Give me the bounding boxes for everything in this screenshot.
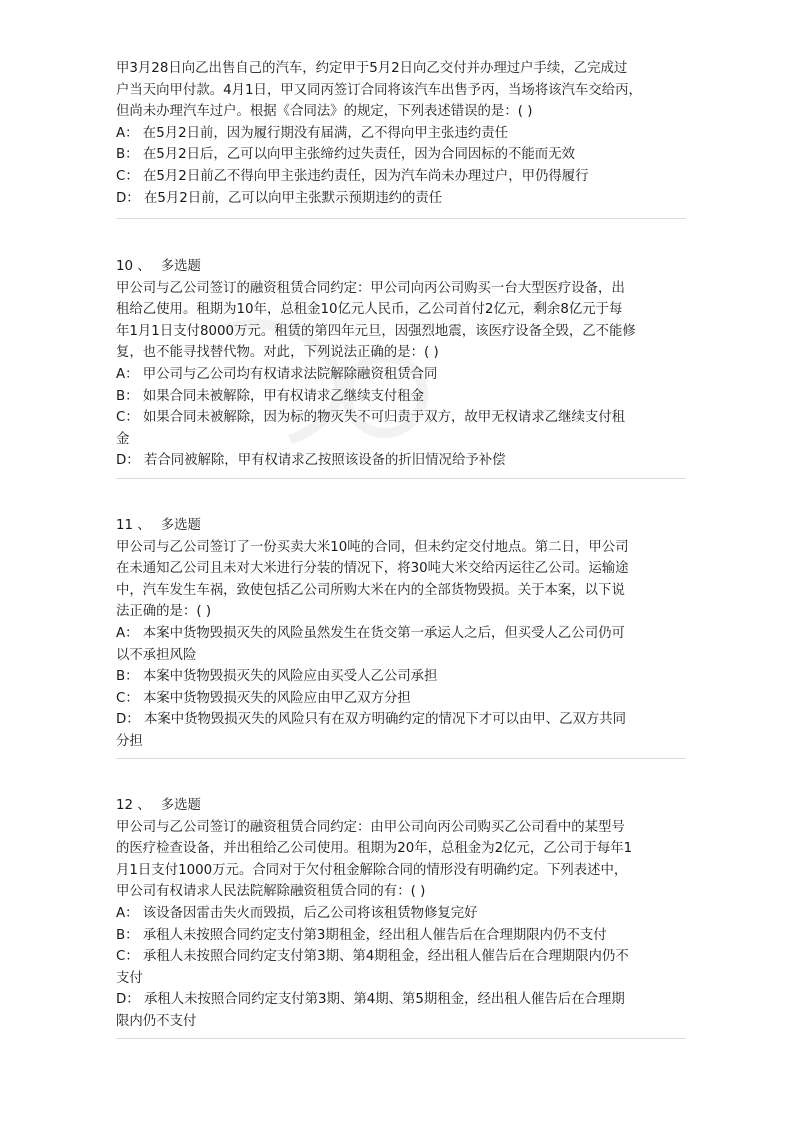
question-text-line: 中，汽车发生车祸，致使包括乙公司所购大米在内的全部货物毁损。关于本案，以下说: [116, 582, 625, 598]
question-text-line: 法正确的是：( ): [116, 604, 212, 620]
option-c: C： 如果合同未被解除，因为标的物灭失不可归责于双方，故甲无权请求乙继续支付租: [116, 410, 626, 426]
divider: [116, 218, 686, 219]
option-d: D： 承租人未按照合同约定支付第3期、第4期、第5期租金，经出租人催告后在合理期: [116, 992, 625, 1008]
question-text-line: 复，也不能寻找替代物。对此，下列说法正确的是：( ): [116, 345, 439, 361]
question-type: 多选题: [160, 259, 201, 274]
question-number: 11 、: [116, 518, 151, 533]
question-text-line: 甲公司与乙公司签订的融资租赁合同约定：由甲公司向丙公司购买乙公司看中的某型号: [116, 819, 625, 835]
question-text-line: 但尚未办理汽车过户。根据《合同法》的规定，下列表述错误的是：( ): [116, 104, 533, 120]
option-d: D： 本案中货物毁损灭失的风险只有在双方明确约定的情况下才可以由甲、乙双方共同: [116, 712, 627, 728]
option-d: D： 在5月2日前，乙可以向甲主张默示预期违约的责任: [116, 190, 443, 206]
option-b: B： 在5月2日后，乙可以向甲主张缔约过失责任，因为合同因标的不能而无效: [116, 147, 575, 163]
option-c-continued: 金: [116, 431, 130, 447]
question-text-line: 甲公司与乙公司签订了一份买卖大米10吨的合同，但未约定交付地点。第二日，甲公司: [116, 539, 629, 555]
option-b: B： 承租人未按照合同约定支付第3期租金，经出租人催告后在合理期限内仍不支付: [116, 927, 607, 943]
option-a: A： 甲公司与乙公司均有权请求法院解除融资租赁合同: [116, 366, 438, 382]
divider: [116, 1038, 686, 1039]
option-d-continued: 限内仍不支付: [116, 1013, 197, 1029]
question-type: 多选题: [160, 518, 201, 533]
question-text-line: 甲3月28日向乙出售自己的汽车，约定甲于5月2日向乙交付并办理过户手续，乙完成过: [116, 61, 628, 76]
question-header: [116, 795, 686, 817]
question-11: [116, 515, 686, 753]
option-a: A： 该设备因雷击失火而毁损，后乙公司将该租赁物修复完好: [116, 905, 478, 921]
option-d: D： 若合同被解除，甲有权请求乙按照该设备的折旧情况给予补偿: [116, 453, 506, 469]
option-a-continued: 以不承担风险: [116, 647, 197, 663]
option-c: C： 承租人未按照合同约定支付第3期、第4期租金，经出租人催告后在合理期限内仍不: [116, 949, 629, 965]
question-text-line: 年1月1日支付8000万元。租赁的第四年元旦，因强烈地震，该医疗设备全毁，乙不能修: [116, 323, 636, 339]
question-text-line: 甲公司与乙公司签订的融资租赁合同约定：甲公司向丙公司购买一台大型医疗设备，出: [116, 280, 625, 296]
option-c: C： 本案中货物毁损灭失的风险应由甲乙双方分担: [116, 690, 411, 706]
option-b: B： 本案中货物毁损灭失的风险应由买受人乙公司承担: [116, 669, 438, 685]
option-c-continued: 支付: [116, 970, 143, 986]
question-text-line: 月1日支付1000万元。合同对于欠付租金解除合同的情形没有明确约定。下列表述中，: [116, 862, 628, 878]
question-text-line: 甲公司有权请求人民法院解除融资租赁合同的有：( ): [116, 884, 426, 900]
question-header: [116, 256, 686, 278]
question-text-line: 的医疗检查设备，并出租给乙公司使用。租期为20年，总租金为2亿元，乙公司于每年1: [116, 841, 633, 857]
question-9: [116, 58, 686, 209]
option-b: B： 如果合同未被解除，甲有权请求乙继续支付租金: [116, 388, 425, 404]
question-number: 10 、: [116, 259, 151, 274]
option-a: A： 本案中货物毁损灭失的风险虽然发生在货交第一承运人之后，但买受人乙公司仍可: [116, 625, 625, 641]
question-text-line: 租给乙使用。租期为10年，总租金10亿元人民币，乙公司首付2亿元，剩余8亿元于每: [116, 302, 623, 318]
divider: [116, 758, 686, 759]
option-d-continued: 分担: [116, 733, 143, 749]
option-c: C： 在5月2日前乙不得向甲主张违约责任，因为汽车尚未办理过户，甲仍得履行: [116, 168, 589, 184]
option-a: A： 在5月2日前，因为履行期没有届满，乙不得向甲主张违约责任: [116, 125, 509, 141]
divider: [116, 478, 686, 479]
question-10: [116, 256, 686, 472]
question-text-line: 在未通知乙公司且未对大米进行分装的情况下，将30吨大米交给丙运往乙公司。运输途: [116, 561, 629, 577]
question-header: [116, 515, 686, 537]
question-number: 12 、: [116, 798, 151, 813]
question-text-line: 户当天向甲付款。4月1日，甲又同丙签订合同将该汽车出售予丙，当场将该汽车交给丙，: [116, 82, 642, 98]
question-type: 多选题: [160, 798, 201, 813]
question-12: [116, 795, 686, 1033]
